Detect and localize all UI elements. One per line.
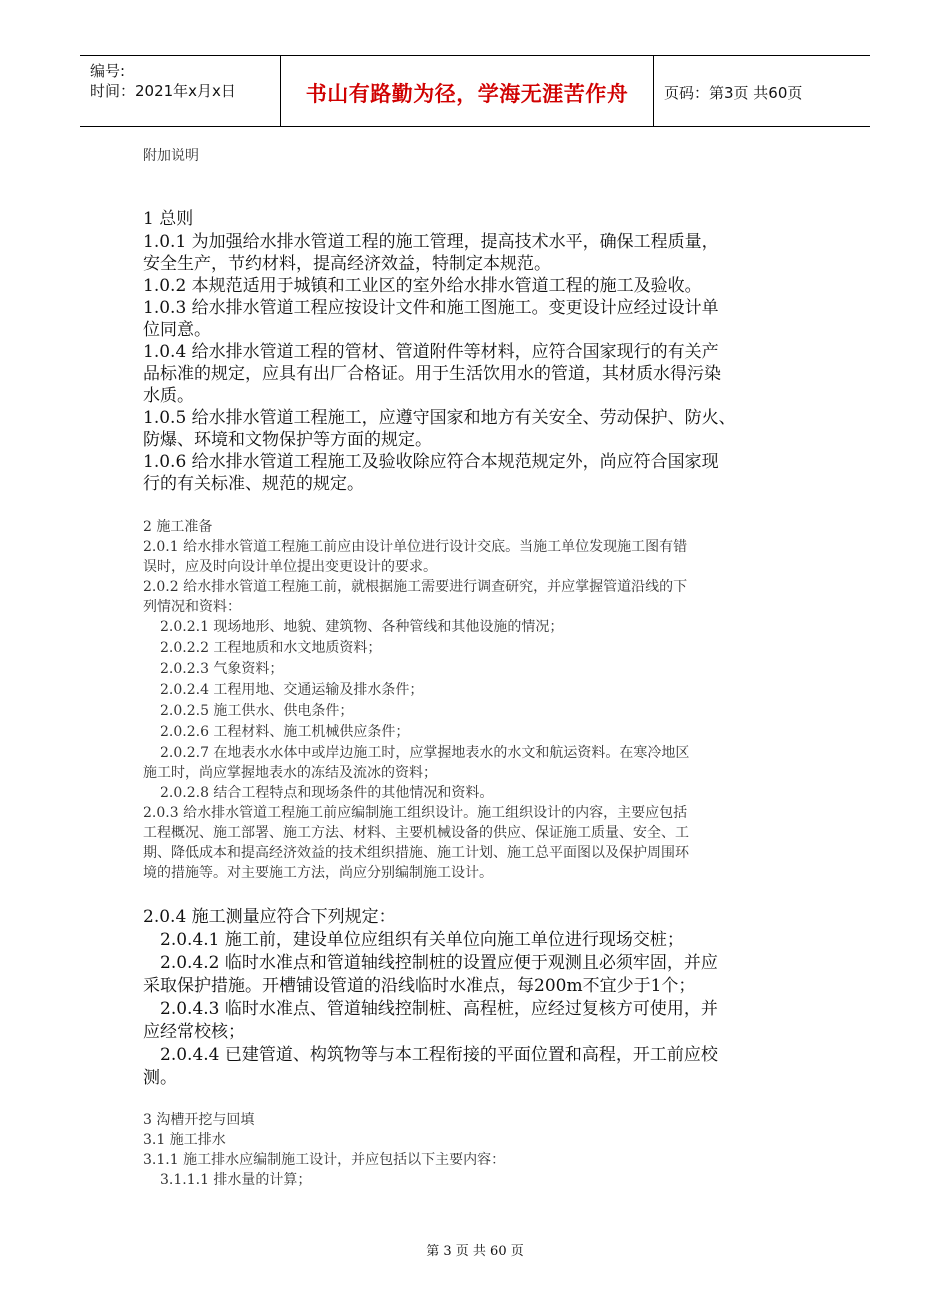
clause-1-0-2: 1.0.2 本规范适用于城镇和工业区的室外给水排水管道工程的施工及验收。 bbox=[143, 276, 702, 296]
clause-3-1-1-1: 3.1.1.1 排水量的计算； bbox=[160, 1172, 312, 1188]
section-1-title: 1 总则 bbox=[143, 209, 194, 229]
clause-2-0-4-3: 2.0.4.3 临时水准点、管道轴线控制桩、高程桩，应经过复核方可使用，并 bbox=[160, 999, 718, 1019]
clause-2-0-2-5: 2.0.2.5 施工供水、供电条件； bbox=[160, 703, 354, 719]
clause-2-0-4-2-cont: 采取保护措施。开槽铺设管道的沿线临时水准点，每200m不宜少于1个； bbox=[143, 976, 696, 996]
clause-2-0-2: 2.0.2 给水排水管道工程施工前，就根据施工需要进行调查研究，并应掌握管道沿线的下 bbox=[143, 579, 688, 595]
clause-2-0-2-3: 2.0.2.3 气象资料； bbox=[160, 661, 284, 677]
clause-2-0-4-4: 2.0.4.4 已建管道、构筑物等与本工程衔接的平面位置和高程，开工前应校 bbox=[160, 1045, 718, 1065]
clause-1-0-6: 1.0.6 给水排水管道工程施工及验收除应符合本规范规定外，尚应符合国家现 bbox=[143, 452, 719, 472]
clause-2-0-3: 2.0.3 给水排水管道工程施工前应编制施工组织设计。施工组织设计的内容，主要应包括 bbox=[143, 805, 688, 821]
clause-1-0-5-cont: 防爆、环境和文物保护等方面的规定。 bbox=[143, 430, 432, 450]
clause-1-0-4-cont2: 水质。 bbox=[143, 386, 194, 406]
clause-2-0-3-cont3: 境的措施等。对主要施工方法，尚应分别编制施工设计。 bbox=[143, 865, 493, 881]
header-motto: 书山有路勤为径，学海无涯苦作舟 bbox=[305, 82, 629, 106]
section-3-title: 3 沟槽开挖与回填 bbox=[143, 1112, 255, 1128]
note-title: 附加说明 bbox=[143, 148, 199, 164]
clause-2-0-4-1: 2.0.4.1 施工前，建设单位应组织有关单位向施工单位进行现场交桩； bbox=[160, 930, 684, 950]
clause-2-0-2-7: 2.0.2.7 在地表水水体中或岸边施工时，应掌握地表水的水文和航运资料。在寒冷地区 bbox=[160, 745, 690, 761]
section-2-title: 2 施工准备 bbox=[143, 519, 213, 535]
clause-2-0-1-cont: 误时，应及时向设计单位提出变更设计的要求。 bbox=[143, 559, 437, 575]
header-motto-cell bbox=[281, 56, 654, 126]
document-number-label: 编号: bbox=[90, 62, 126, 80]
clause-2-0-3-cont2: 期、降低成本和提高经济效益的技术组织措施、施工计划、施工总平面图以及保护周围环 bbox=[143, 845, 689, 861]
clause-2-0-4-2: 2.0.4.2 临时水准点和管道轴线控制桩的设置应便于观测且必须牢固，并应 bbox=[160, 953, 718, 973]
clause-1-0-1: 1.0.1 为加强给水排水管道工程的施工管理，提高技术水平，确保工程质量， bbox=[143, 232, 719, 252]
clause-2-0-2-4: 2.0.2.4 工程用地、交通运输及排水条件； bbox=[160, 682, 424, 698]
clause-3-1-1: 3.1.1 施工排水应编制施工设计，并应包括以下主要内容： bbox=[143, 1152, 506, 1168]
clause-1-0-3: 1.0.3 给水排水管道工程应按设计文件和施工图施工。变更设计应经过设计单 bbox=[143, 298, 719, 318]
clause-2-0-4-4-cont: 测。 bbox=[143, 1068, 177, 1088]
document-time-label: 时间：2021年x月x日 bbox=[90, 82, 236, 100]
clause-2-0-2-1: 2.0.2.1 现场地形、地貌、建筑物、各种管线和其他设施的情况； bbox=[160, 619, 564, 635]
clause-1-0-4-cont1: 品标准的规定，应具有出厂合格证。用于生活饮用水的管道，其材质水得污染 bbox=[143, 364, 721, 384]
header-page-info: 页码：第3页 共60页 bbox=[664, 84, 803, 102]
clause-1-0-6-cont: 行的有关标准、规范的规定。 bbox=[143, 474, 364, 494]
clause-2-0-2-7-cont: 施工时，尚应掌握地表水的冻结及流冰的资料； bbox=[143, 765, 437, 781]
clause-1-0-1-cont: 安全生产，节约材料，提高经济效益，特制定本规范。 bbox=[143, 254, 551, 274]
subsection-3-1: 3.1 施工排水 bbox=[143, 1132, 226, 1148]
clause-1-0-5: 1.0.5 给水排水管道工程施工，应遵守国家和地方有关安全、劳动保护、防火、 bbox=[143, 408, 736, 428]
clause-2-0-4: 2.0.4 施工测量应符合下列规定： bbox=[143, 907, 396, 927]
clause-2-0-4-3-cont: 应经常校核； bbox=[143, 1022, 245, 1042]
page-header bbox=[80, 55, 870, 127]
clause-2-0-2-6: 2.0.2.6 工程材料、施工机械供应条件； bbox=[160, 724, 410, 740]
clause-2-0-2-2: 2.0.2.2 工程地质和水文地质资料； bbox=[160, 640, 382, 656]
clause-2-0-2-8: 2.0.2.8 结合工程特点和现场条件的其他情况和资料。 bbox=[160, 785, 494, 801]
clause-2-0-1: 2.0.1 给水排水管道工程施工前应由设计单位进行设计交底。当施工单位发现施工图有错 bbox=[143, 539, 688, 555]
header-meta-cell bbox=[80, 56, 281, 126]
clause-1-0-4: 1.0.4 给水排水管道工程的管材、管道附件等材料，应符合国家现行的有关产 bbox=[143, 342, 719, 362]
header-page-cell bbox=[654, 56, 870, 126]
clause-2-0-2-cont: 列情况和资料： bbox=[143, 599, 241, 615]
clause-1-0-3-cont: 位同意。 bbox=[143, 320, 211, 340]
page-footer: 第 3 页 共 60 页 bbox=[426, 1244, 524, 1259]
clause-2-0-3-cont1: 工程概况、施工部署、施工方法、材料、主要机械设备的供应、保证施工质量、安全、工 bbox=[143, 825, 689, 841]
